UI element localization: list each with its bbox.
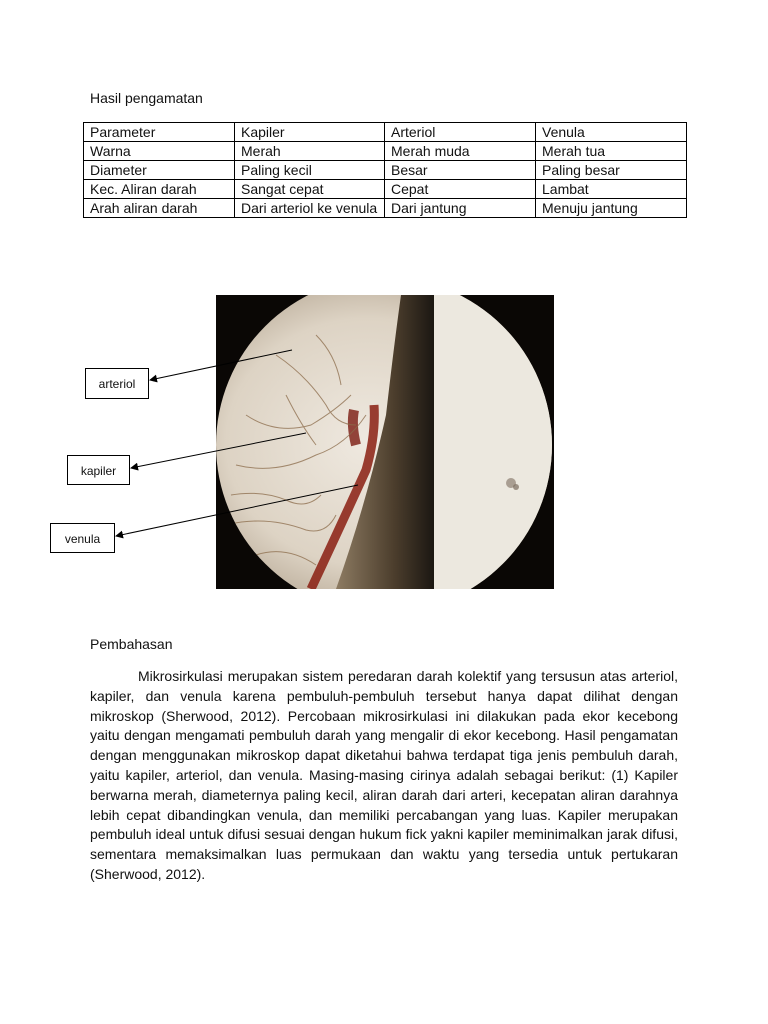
kapiler-label: kapiler bbox=[67, 455, 130, 485]
table-row bbox=[84, 199, 687, 218]
results-heading: Hasil pengamatan bbox=[90, 90, 203, 106]
table-cell: Arah aliran darah bbox=[84, 199, 235, 218]
table-row bbox=[84, 142, 687, 161]
microscope-image bbox=[216, 295, 554, 589]
table-cell: Lambat bbox=[536, 180, 687, 199]
table-cell: Sangat cepat bbox=[235, 180, 385, 199]
table-cell: Dari jantung bbox=[385, 199, 536, 218]
table-header-cell: Arteriol bbox=[385, 123, 536, 142]
table-header-cell: Kapiler bbox=[235, 123, 385, 142]
table-cell: Kec. Aliran darah bbox=[84, 180, 235, 199]
table-header-row bbox=[84, 123, 687, 142]
table-cell: Merah tua bbox=[536, 142, 687, 161]
discussion-heading: Pembahasan bbox=[90, 636, 173, 652]
table-cell: Menuju jantung bbox=[536, 199, 687, 218]
table-row bbox=[84, 180, 687, 199]
table-cell: Besar bbox=[385, 161, 536, 180]
arteriol-label: arteriol bbox=[85, 368, 149, 399]
venula-label: venula bbox=[50, 523, 115, 553]
table-row bbox=[84, 161, 687, 180]
table-cell: Merah muda bbox=[385, 142, 536, 161]
table-cell: Diameter bbox=[84, 161, 235, 180]
table-cell: Dari arteriol ke venula bbox=[235, 199, 385, 218]
table-cell: Merah bbox=[235, 142, 385, 161]
table-cell: Paling kecil bbox=[235, 161, 385, 180]
table-cell: Paling besar bbox=[536, 161, 687, 180]
table-cell: Cepat bbox=[385, 180, 536, 199]
table-cell: Warna bbox=[84, 142, 235, 161]
observation-table bbox=[83, 122, 687, 218]
discussion-paragraph: Mikrosirkulasi merupakan sistem peredaran darah kolektif yang tersusun atas arteriol, kapiler, dan venula karena pembuluh-pembuluh tersebut hanya dapat dilihat dengan mikroskop (Sherwood, 2012). Percobaan mikrosirkulasi ini dilakukan pada ekor kecebong yaitu dengan mengamati pembuluh darah yang mengalir di ekor kecebong. Hasil pengamatan dengan menggunakan mikroskop dapat diketahui bahwa terdapat tiga jenis pembuluh darah, yaitu kapiler, arteriol, dan venula. Masing-masing cirinya adalah sebagai berikut: (1) Kapiler berwarna merah, diameternya paling kecil, aliran darah dari arteri, kecepatan aliran darahnya lebih cepat dibandingkan venula, dan memiliki percabangan yang luas. Kapiler merupakan pembuluh ideal untuk difusi sesuai dengan hukum fick yakni kapiler meminimalkan jarak difusi, sementara memaksimalkan luas permukaan dan waktu yang tersedia untuk pertukaran (Sherwood, 2012). bbox=[90, 668, 678, 882]
table-header-cell: Venula bbox=[536, 123, 687, 142]
table-header-cell: Parameter bbox=[84, 123, 235, 142]
